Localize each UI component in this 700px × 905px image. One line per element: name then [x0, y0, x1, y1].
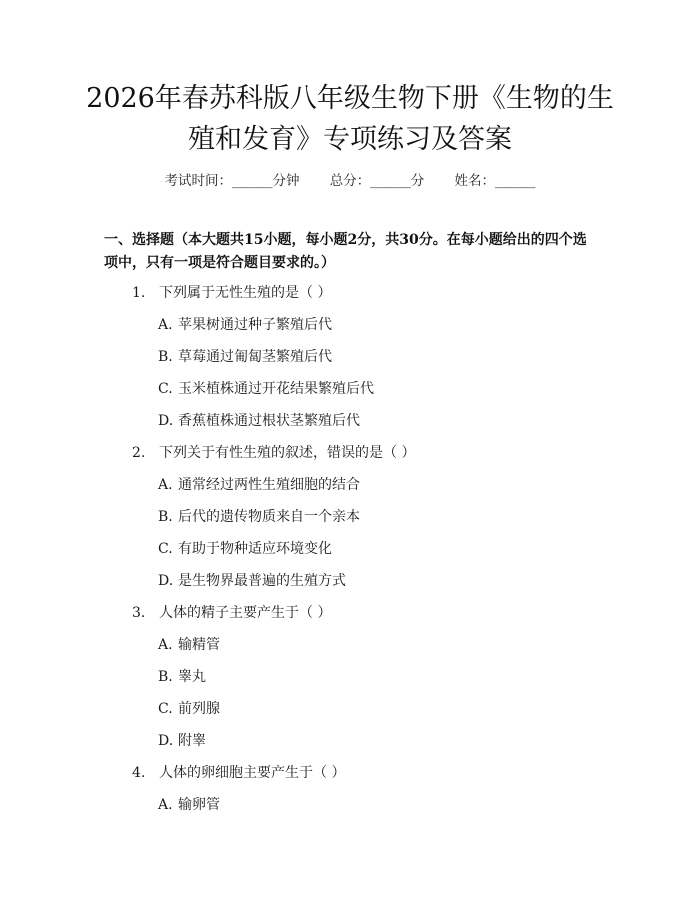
q2-option-a[interactable]: [158, 474, 360, 494]
option-text: 是生物界最普遍的生殖方式: [178, 573, 346, 589]
q2-option-d[interactable]: [158, 570, 346, 590]
exam-info: [0, 169, 700, 189]
option-text: 草莓通过匍匐茎繁殖后代: [178, 349, 332, 365]
question-1: [132, 282, 331, 302]
question-text: 下列关于有性生殖的叙述，错误的是（ ）: [159, 445, 416, 461]
option-text: 输精管: [178, 637, 220, 653]
q4-option-a[interactable]: [158, 794, 220, 814]
option-text: 输卵管: [178, 797, 220, 813]
option-letter: A.: [158, 477, 173, 493]
page-title: [60, 78, 640, 160]
option-text: 后代的遗传物质来自一个亲本: [178, 509, 360, 525]
question-text: 人体的卵细胞主要产生于（ ）: [159, 765, 346, 781]
option-text: 玉米植株通过开花结果繁殖后代: [178, 381, 374, 397]
title-line-2: 殖和发育》专项练习及答案: [188, 124, 512, 155]
option-letter: B.: [158, 509, 173, 525]
option-letter: B.: [158, 669, 173, 685]
q3-option-d[interactable]: [158, 730, 206, 750]
exam-score: 总分：______分: [329, 173, 425, 189]
q2-option-b[interactable]: [158, 506, 360, 526]
q3-option-b[interactable]: [158, 666, 206, 686]
question-3: [132, 602, 331, 622]
question-number: 3.: [132, 605, 146, 621]
option-text: 有助于物种适应环境变化: [178, 541, 332, 557]
option-letter: A.: [158, 317, 173, 333]
option-letter: A.: [158, 637, 173, 653]
option-text: 香蕉植株通过根状茎繁殖后代: [178, 413, 360, 429]
option-text: 苹果树通过种子繁殖后代: [178, 317, 332, 333]
option-letter: A.: [158, 797, 173, 813]
question-2: [132, 442, 415, 462]
question-4: [132, 762, 345, 782]
option-letter: C.: [158, 541, 173, 557]
option-text: 通常经过两性生殖细胞的结合: [178, 477, 360, 493]
student-name: 姓名：______: [454, 173, 536, 189]
q1-option-c[interactable]: [158, 378, 374, 398]
option-letter: D.: [158, 573, 174, 589]
option-letter: B.: [158, 349, 173, 365]
exam-time: 考试时间：______分钟: [164, 173, 300, 189]
section-heading-line-1: 一、选择题（本大题共15小题，每小题2分，共30分。在每小题给出的四个选: [104, 232, 587, 248]
option-text: 附睾: [178, 733, 206, 749]
q1-option-d[interactable]: [158, 410, 360, 430]
section-heading-line-2: 项中，只有一项是符合题目要求的。）: [104, 255, 335, 271]
option-letter: C.: [158, 381, 173, 397]
q3-option-a[interactable]: [158, 634, 220, 654]
question-number: 4.: [132, 765, 146, 781]
q3-option-c[interactable]: [158, 698, 220, 718]
q2-option-c[interactable]: [158, 538, 332, 558]
option-text: 睾丸: [178, 669, 206, 685]
q1-option-b[interactable]: [158, 346, 332, 366]
option-text: 前列腺: [178, 701, 220, 717]
question-number: 1.: [132, 285, 146, 301]
section-heading: [104, 229, 614, 275]
question-text: 人体的精子主要产生于（ ）: [159, 605, 332, 621]
q1-option-a[interactable]: [158, 314, 332, 334]
title-line-1: 2026年春苏科版八年级生物下册《生物的生: [86, 83, 614, 114]
option-letter: D.: [158, 413, 174, 429]
question-text: 下列属于无性生殖的是（ ）: [159, 285, 332, 301]
question-number: 2.: [132, 445, 146, 461]
option-letter: C.: [158, 701, 173, 717]
option-letter: D.: [158, 733, 174, 749]
